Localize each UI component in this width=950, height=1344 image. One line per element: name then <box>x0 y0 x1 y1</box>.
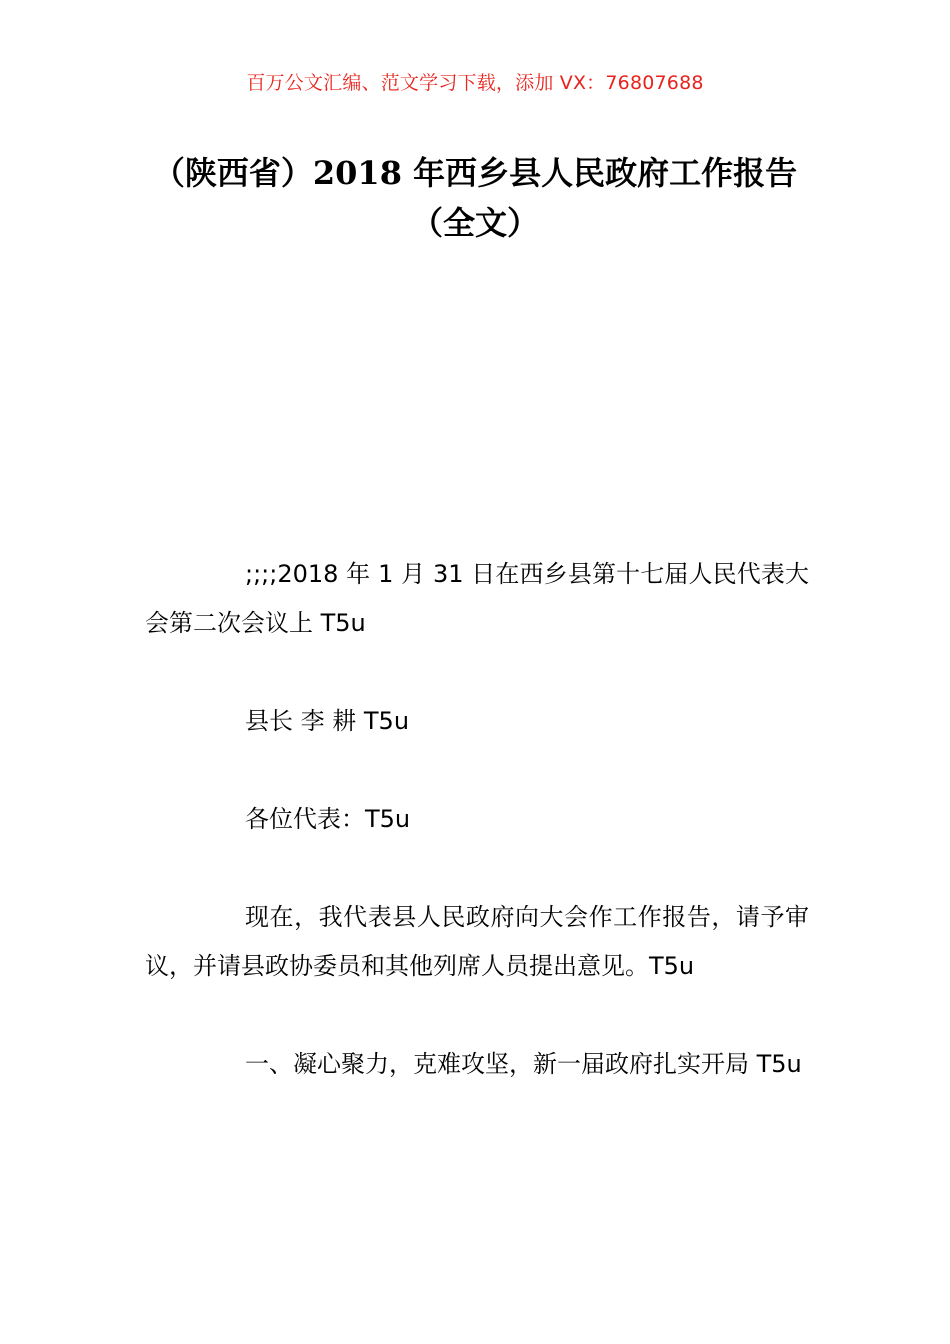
paragraph-intro: 现在，我代表县人民政府向大会作工作报告，请予审议，并请县政协委员和其他列席人员提出意见。T5u <box>145 903 809 980</box>
header-watermark-note: 百万公文汇编、范文学习下载，添加 VX：76807688 <box>246 72 704 94</box>
paragraph-meeting-info: ;;;;2018 年 1 月 31 日在西乡县第十七届人民代表大会第二次会议上 T5u <box>145 560 809 637</box>
section-heading-1: 一、凝心聚力，克难攻坚，新一届政府扎实开局 T5u <box>245 1050 802 1078</box>
document-body <box>145 550 809 1138</box>
document-title: （陕西省）2018 年西乡县人民政府工作报告（全文） <box>152 154 798 242</box>
paragraph-speaker: 县长 李 耕 T5u <box>245 707 410 735</box>
paragraph-salutation: 各位代表：T5u <box>245 805 411 833</box>
